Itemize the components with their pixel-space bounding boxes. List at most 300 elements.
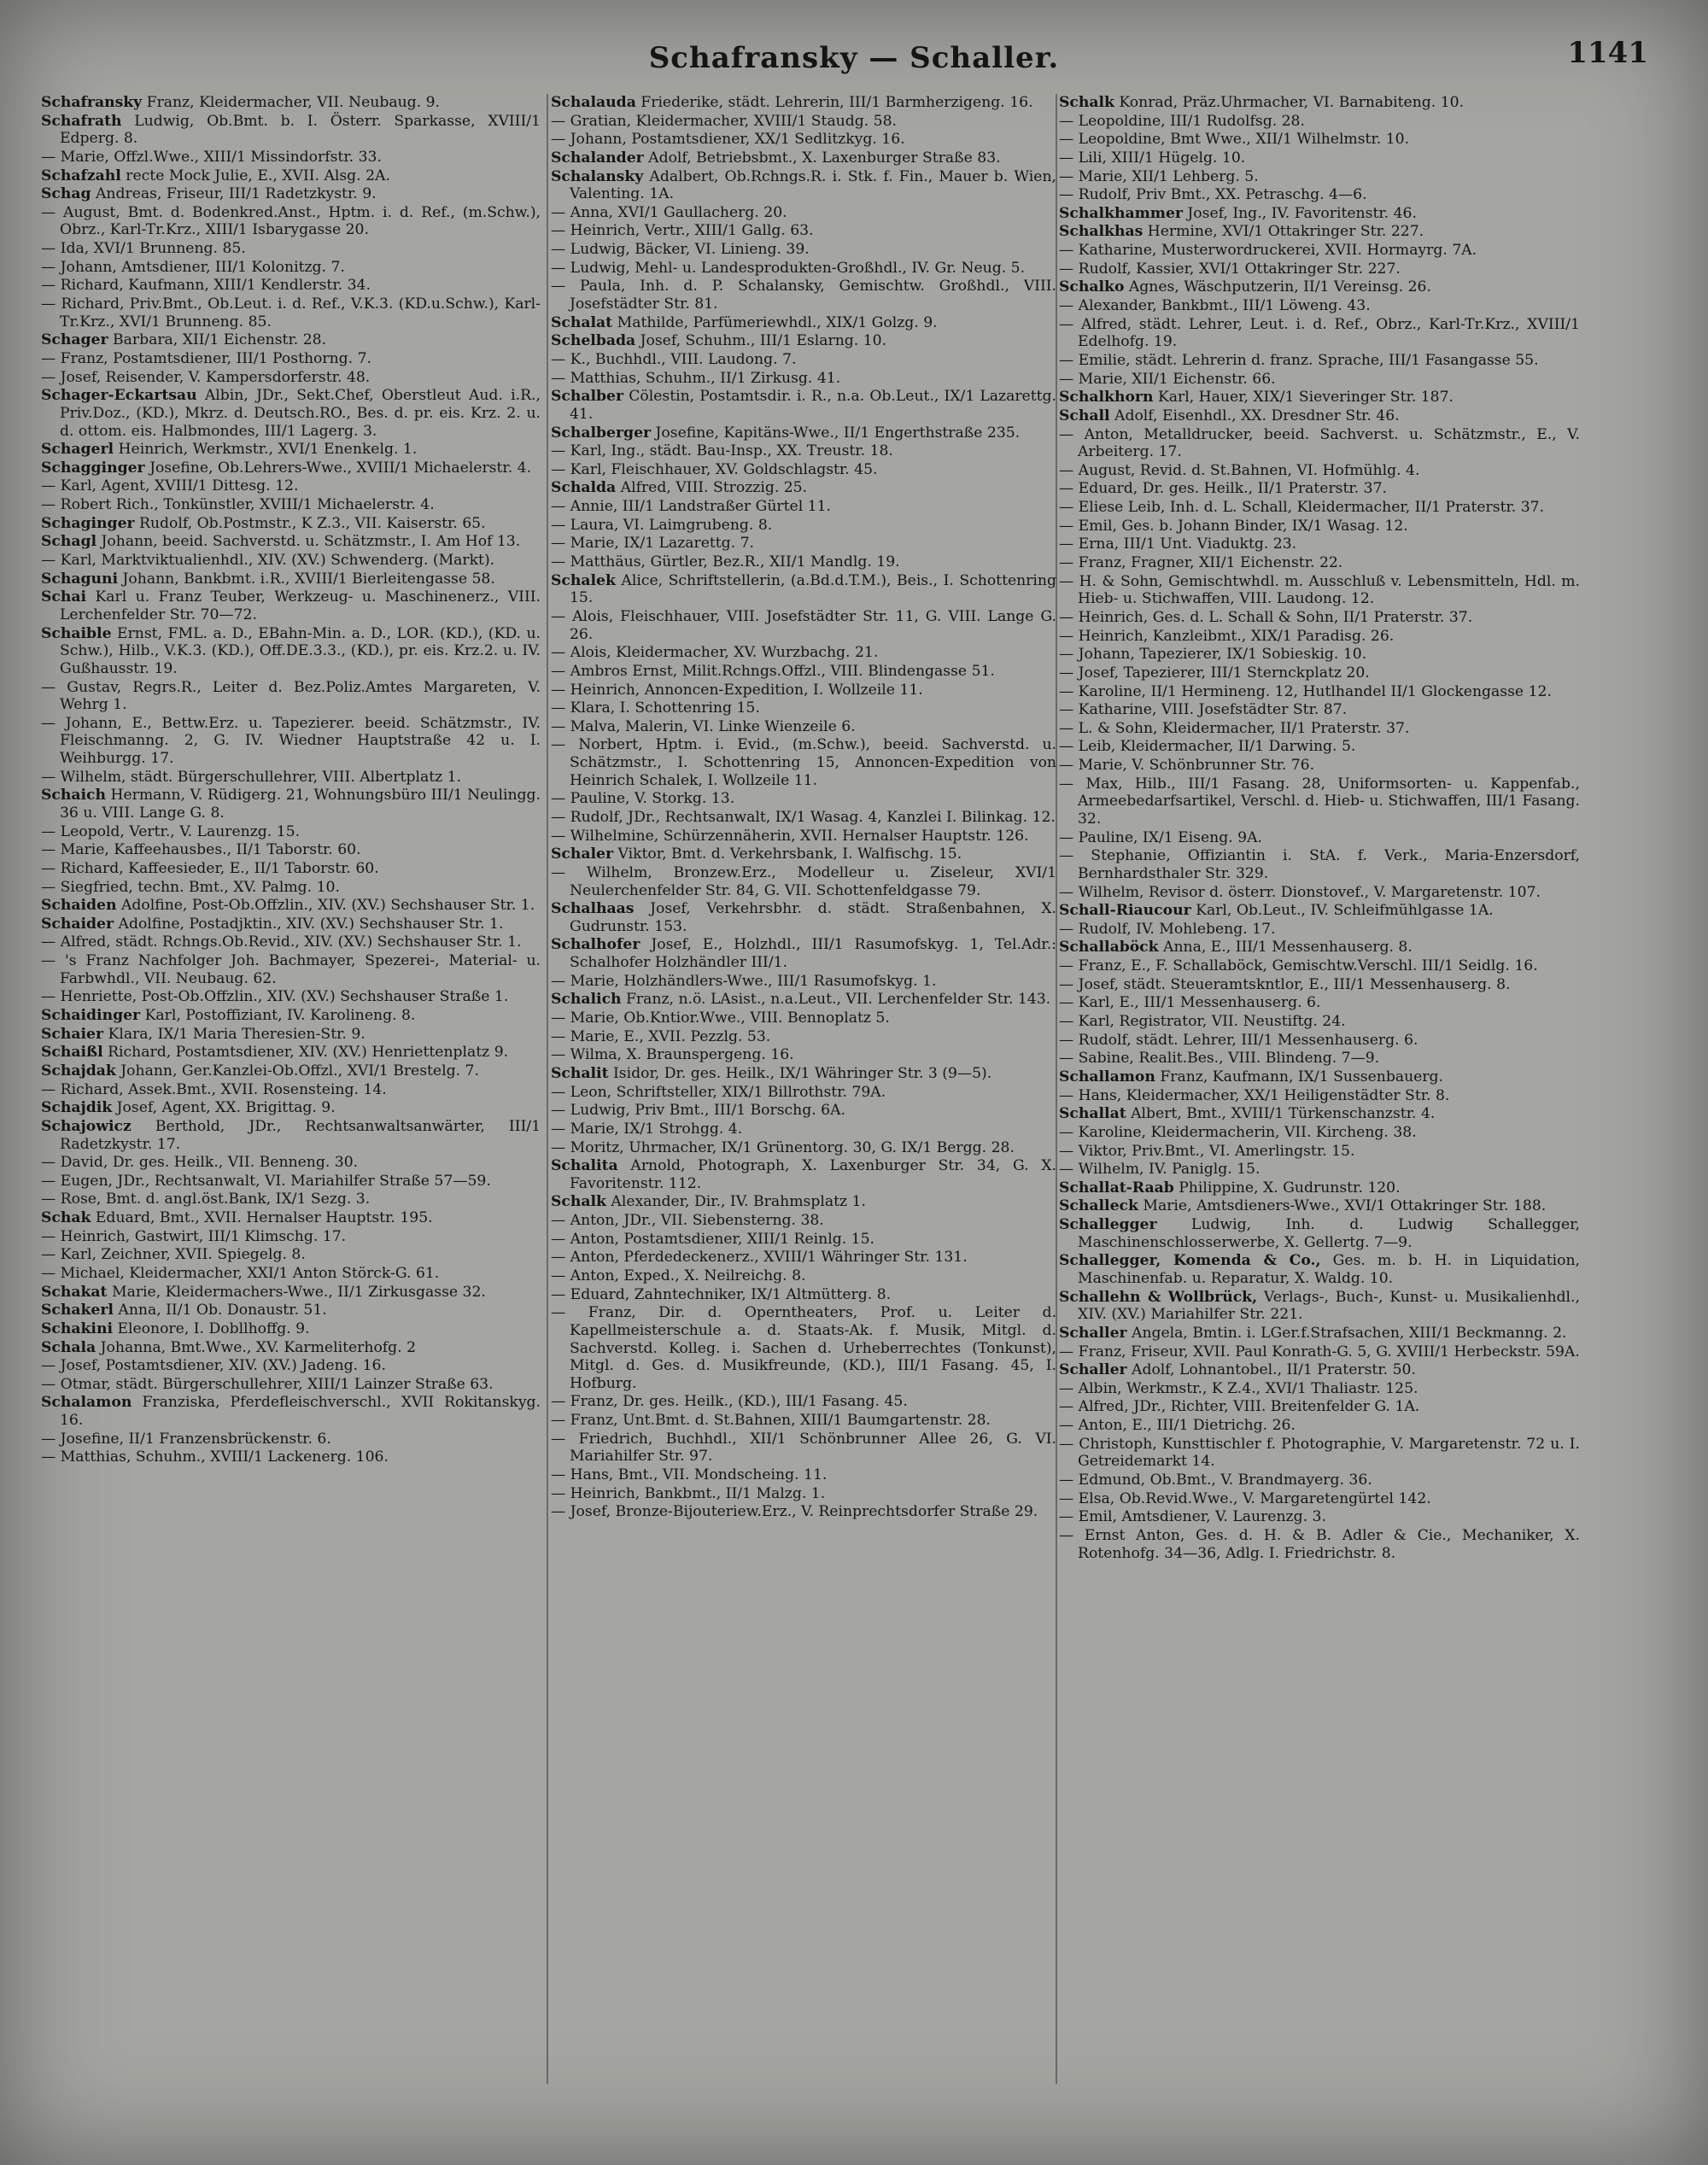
directory-entry <box>1059 518 1580 535</box>
entry-text: — Franz, Postamtsdiener, III/1 Posthorng. 7. <box>41 349 372 367</box>
directory-entry <box>551 1304 1056 1392</box>
page-header <box>51 36 1657 87</box>
directory-entry <box>1059 352 1580 370</box>
directory-entry <box>41 167 541 185</box>
entry-text: — Emilie, städt. Lehrerin d. franz. Sprache, III/1 Fasangasse 55. <box>1059 351 1539 369</box>
directory-entry <box>41 1007 541 1025</box>
entry-text: — Heinrich, Kanzleibmt., XIX/1 Paradisg. 26. <box>1059 627 1395 645</box>
entry-text: — Ernst Anton, Ges. d. H. & B. Adler & Cie., Mechaniker, X. Rotenhofg. 34—36, Adlg. I. Friedrichstr. 8. <box>1059 1526 1580 1562</box>
entry-text: Philippine, X. Gudrunstr. 120. <box>1179 1179 1401 1197</box>
entry-text: — Heinrich, Bankbmt., II/1 Malzg. 1. <box>551 1484 826 1502</box>
entry-text: Adolf, Lohnantobel., II/1 Praterstr. 50. <box>1132 1361 1416 1379</box>
entry-surname: Schallegger, Komenda & Co., <box>1059 1252 1321 1270</box>
directory-entry <box>1059 1361 1580 1379</box>
directory-entry <box>41 149 541 167</box>
directory-entry <box>551 1267 1056 1285</box>
entry-text: Adolfine, Postadjktin., XIV. (XV.) Sechshauser Str. 1. <box>118 915 504 933</box>
entry-text: — Ludwig, Mehl- u. Landesprodukten-Großhdl., IV. Gr. Neug. 5. <box>551 259 1026 277</box>
entry-text: — Anna, XVI/1 Gaullacherg. 20. <box>551 203 787 221</box>
directory-entry <box>551 222 1056 240</box>
entry-surname: Schaier <box>41 1025 104 1043</box>
directory-entry <box>1059 664 1580 682</box>
directory-entry <box>1059 462 1580 480</box>
entry-text: — Johann, E., Bettw.Erz. u. Tapezierer. beeid. Schätzmstr., IV. Fleischmanng. 2, G. IV. Wiedner Hauptstraße 42 u. I. Weihburgg. 17. <box>41 714 541 768</box>
entry-text: Adolf, Eisenhdl., XX. Dresdner Str. 46. <box>1114 407 1400 424</box>
directory-entry <box>1059 1197 1580 1215</box>
entry-surname: Schalkhas <box>1059 223 1144 241</box>
directory-entry <box>41 459 541 477</box>
entry-text: — Erna, III/1 Unt. Viaduktg. 23. <box>1059 535 1297 553</box>
entry-text: — Leon, Schriftsteller, XIX/1 Billrothstr. 79A. <box>551 1083 886 1101</box>
directory-entry <box>551 461 1056 479</box>
entry-text: — Edmund, Ob.Bmt., V. Brandmayerg. 36. <box>1059 1472 1372 1489</box>
directory-entry <box>41 515 541 533</box>
directory-entry <box>41 185 541 203</box>
entry-surname: Schak <box>41 1209 91 1227</box>
entry-text: Anna, II/1 Ob. Donaustr. 51. <box>118 1302 327 1319</box>
directory-entry <box>41 988 541 1006</box>
entry-surname: Schaguni <box>41 570 119 588</box>
entry-text: — Josefine, II/1 Franzensbrückenstr. 6. <box>41 1430 331 1448</box>
directory-entry <box>41 679 541 714</box>
directory-entry <box>551 1139 1056 1157</box>
entry-text: recte Mock Julie, E., XVII. Alsg. 2A. <box>126 167 390 184</box>
entry-surname: Schager-Eckartsau <box>41 387 197 405</box>
directory-entry <box>41 441 541 459</box>
directory-entry <box>41 259 541 277</box>
directory-entry <box>41 204 541 239</box>
directory-entry <box>41 496 541 514</box>
entry-text: — Richard, Priv.Bmt., Ob.Leut. i. d. Ref., V.K.3. (KD.u.Schw.), Karl-Tr.Krz., XVI/1 Brunneng. 85. <box>41 295 541 331</box>
directory-entry <box>551 1286 1056 1304</box>
entry-text: — Friedrich, Buchhdl., XII/1 Schönbrunner Allee 26, G. VI. Mariahilfer Str. 97. <box>551 1430 1056 1466</box>
entry-text: Josef, Agent, XX. Brigittag. 9. <box>116 1099 336 1117</box>
entry-text: — Johann, Amtsdiener, III/1 Kolonitzg. 7. <box>41 258 345 276</box>
entry-text: — Franz, Unt.Bmt. d. St.Bahnen, XIII/1 Baumgartenstr. 28. <box>551 1412 991 1430</box>
entry-surname: Schalander <box>551 149 644 167</box>
column-1 <box>41 94 541 2144</box>
directory-entry <box>41 933 541 951</box>
directory-entry <box>1059 260 1580 278</box>
directory-entry <box>1059 994 1580 1012</box>
entry-surname: Schag <box>41 185 91 203</box>
directory-entry <box>551 864 1056 899</box>
entry-text: — Pauline, IX/1 Eiseng. 9A. <box>1059 828 1262 846</box>
entry-text: — Karoline, Kleidermacherin, VII. Kircheng. 38. <box>1059 1123 1417 1141</box>
directory-entry <box>1059 1161 1580 1179</box>
entry-text: — Norbert, Hptm. i. Evid., (m.Schw.), beeid. Sachverstd. u. Schätzmstr., I. Schottenring 15, Annoncen-Expedition von Heinrich Schalek, I. Wollzeile 11. <box>551 736 1056 789</box>
entry-text: — Matthias, Schuhm., II/1 Zirkusg. 41. <box>551 369 841 387</box>
entry-text: — August, Bmt. d. Bodenkred.Anst., Hptm. i. d. Ref., (m.Schw.), Obrz., Karl-Tr.Krz., XIII/1 Isbarygasse 20. <box>41 203 541 239</box>
directory-entry <box>551 1485 1056 1503</box>
entry-surname: Schalamon <box>41 1394 132 1412</box>
directory-entry <box>551 94 1056 112</box>
directory-entry <box>1059 371 1580 389</box>
entry-text: Berthold, JDr., Rechtsanwaltsanwärter, III/1 Radetzkystr. 17. <box>60 1117 541 1153</box>
entry-surname: Schalk <box>1059 94 1114 111</box>
directory-entry <box>551 991 1056 1009</box>
directory-entry <box>551 1412 1056 1430</box>
entry-text: — Pauline, V. Storkg. 13. <box>551 790 735 808</box>
entry-text: Franz, Kleidermacher, VII. Neubaug. 9. <box>146 94 440 111</box>
directory-entry <box>41 916 541 933</box>
directory-entry <box>1059 1289 1580 1324</box>
entry-text: Cölestin, Postamtsdir. i. R., n.a. Ob.Leut., IX/1 Lazarettg. 41. <box>570 388 1056 423</box>
entry-surname: Schager <box>41 331 108 349</box>
entry-text: Rudolf, Ob.Postmstr., K Z.3., VII. Kaiserstr. 65. <box>139 514 486 532</box>
directory-entry <box>1059 609 1580 627</box>
entry-surname: Schafzahl <box>41 167 121 184</box>
directory-entry <box>41 1154 541 1172</box>
directory-entry <box>551 1212 1056 1230</box>
column-2 <box>551 94 1056 2144</box>
entry-surname: Schalansky <box>551 167 644 185</box>
directory-entry <box>1059 1380 1580 1398</box>
entry-text: — K., Buchhdl., VIII. Laudong. 7. <box>551 350 797 368</box>
entry-surname: Schakat <box>41 1283 108 1301</box>
directory-entry <box>1059 847 1580 882</box>
entry-text: — Richard, Kaufmann, XIII/1 Kendlerstr. 34. <box>41 277 371 295</box>
entry-text: — Ludwig, Priv Bmt., III/1 Borschg. 6A. <box>551 1102 845 1120</box>
entry-text: — Alfred, JDr., Richter, VIII. Breitenfelder G. 1A. <box>1059 1398 1420 1416</box>
entry-text: — Josef, Bronze-Bijouteriew.Erz., V. Reinprechtsdorfer Straße 29. <box>551 1503 1038 1521</box>
directory-entry <box>551 1084 1056 1102</box>
column-divider <box>547 94 548 2084</box>
directory-entry <box>551 517 1056 535</box>
entry-surname: Schakerl <box>41 1302 114 1319</box>
entry-text: Marie, Amtsdieners-Wwe., XVI/1 Ottakringer Str. 188. <box>1143 1197 1547 1215</box>
directory-entry <box>551 131 1056 149</box>
directory-entry <box>551 1121 1056 1138</box>
entry-text: Anna, E., III/1 Messenhauserg. 8. <box>1163 939 1413 957</box>
entry-text: — Katharine, Musterwordruckerei, XVII. Hormayrg. 7A. <box>1059 242 1477 260</box>
directory-entry <box>1059 957 1580 975</box>
entry-text: — Otmar, städt. Bürgerschullehrer, XIII/1 Lainzer Straße 63. <box>41 1375 494 1393</box>
directory-entry <box>41 860 541 878</box>
directory-entry <box>1059 426 1580 461</box>
directory-entry <box>41 477 541 495</box>
entry-text: — Sabine, Realit.Bes., VIII. Blindeng. 7—9. <box>1059 1050 1380 1068</box>
entry-text: — Viktor, Priv.Bmt., VI. Amerlingstr. 15. <box>1059 1142 1355 1160</box>
column-3 <box>1059 94 1580 2144</box>
directory-entry <box>41 1081 541 1099</box>
directory-entry <box>41 240 541 258</box>
entry-text: — Lili, XIII/1 Hügelg. 10. <box>1059 149 1246 167</box>
entry-surname: Schallamon <box>1059 1068 1155 1085</box>
entry-text: — Josef, Postamtsdiener, XIV. (XV.) Jadeng. 16. <box>41 1357 386 1375</box>
entry-text: — Leopoldine, Bmt Wwe., XII/1 Wilhelmstr. 10. <box>1059 131 1410 149</box>
directory-entry <box>1059 1436 1580 1471</box>
directory-entry <box>551 828 1056 846</box>
entry-text: — Richard, Kaffeesieder, E., II/1 Taborstr. 60. <box>41 859 379 877</box>
entry-surname: Schalkhammer <box>1059 204 1183 222</box>
entry-text: Agnes, Wäschputzerin, II/1 Vereinsg. 26. <box>1128 278 1431 296</box>
directory-entry <box>41 571 541 588</box>
directory-entry <box>1059 1216 1580 1251</box>
directory-entry <box>551 663 1056 681</box>
entry-surname: Schaler <box>551 846 614 863</box>
running-head: Schafransky — Schaller. <box>648 41 1060 75</box>
entry-text: — Rudolf, städt. Lehrer, III/1 Messenhauserg. 6. <box>1059 1031 1418 1049</box>
entry-text: — Katharine, VIII. Josefstädter Str. 87. <box>1059 701 1348 719</box>
directory-entry <box>41 1320 541 1338</box>
directory-entry <box>41 295 541 331</box>
directory-entry <box>1059 113 1580 131</box>
entry-text: — Franz, Friseur, XVII. Paul Konrath-G. 5, G. XVIII/1 Herbeckstr. 59A. <box>1059 1343 1580 1360</box>
entry-text: — Alexander, Bankbmt., III/1 Löweng. 43. <box>1059 297 1371 315</box>
entry-text: — Rudolf, Priv Bmt., XX. Petraschg. 4—6. <box>1059 186 1367 204</box>
directory-entry <box>41 552 541 570</box>
entry-text: — Karl, Agent, XVIII/1 Dittesg. 12. <box>41 477 299 495</box>
entry-surname: Schakini <box>41 1319 113 1337</box>
entry-text: Hermann, V. Rüdigerg. 21, Wohnungsbüro III/1 Neulingg. 36 u. VIII. Lange G. 8. <box>60 787 541 822</box>
directory-entry <box>1059 683 1580 701</box>
directory-entry <box>1059 884 1580 902</box>
entry-text: — Heinrich, Ges. d. L. Schall & Sohn, II/1 Praterstr. 37. <box>1059 608 1473 626</box>
entry-text: — Rudolf, Kassier, XVI/1 Ottakringer Str. 227. <box>1059 260 1401 278</box>
entry-surname: Schelbada <box>551 332 636 350</box>
directory-entry <box>41 787 541 822</box>
entry-text: — Eugen, JDr., Rechtsanwalt, VI. Mariahilfer Straße 57—59. <box>41 1172 491 1190</box>
entry-surname: Schaiden <box>41 897 117 915</box>
entry-text: — Anton, JDr., VII. Siebensterng. 38. <box>551 1212 824 1230</box>
directory-entry <box>1059 223 1580 241</box>
entry-surname: Schai <box>41 588 87 606</box>
entry-text: — Eduard, Zahntechniker, IX/1 Altmütterg. 8. <box>551 1285 892 1303</box>
entry-text: — Moritz, Uhrmacher, IX/1 Grünentorg. 30, G. IX/1 Bergg. 28. <box>551 1138 1015 1156</box>
entry-surname: Schajowicz <box>41 1117 132 1135</box>
entry-text: — Marie, V. Schönbrunner Str. 76. <box>1059 757 1315 775</box>
entry-text: — Josef, Reisender, V. Kampersdorferstr. 48. <box>41 368 371 386</box>
directory-entry <box>551 699 1056 717</box>
entry-surname: Schalber <box>551 388 624 406</box>
directory-entry <box>551 1249 1056 1267</box>
entry-surname: Schaißl <box>41 1044 103 1062</box>
directory-entry <box>551 1028 1056 1046</box>
entry-text: — Siegfried, techn. Bmt., XV. Palmg. 10. <box>41 878 340 896</box>
entry-text: Alexander, Dir., IV. Brahmsplatz 1. <box>611 1193 866 1211</box>
directory-entry <box>1059 480 1580 498</box>
directory-entry <box>551 1102 1056 1120</box>
directory-entry <box>1059 1527 1580 1562</box>
entry-text: Klara, IX/1 Maria Theresien-Str. 9. <box>108 1025 366 1043</box>
directory-entry <box>551 1231 1056 1249</box>
entry-text: — Franz, Dir. d. Operntheaters, Prof. u. Leiter d. Kapellmeisterschule a. d. Staats-Ak. f. Musik, Mitgl. d. Sachverstd. Kolleg. i. Sachen d. Urheberrechtes (Tonkunst), Mitgl. d. Ges. d. Musikfreunde, (KD.), III/1 Fasang. 45, I. Hofburg. <box>551 1304 1056 1392</box>
entry-surname: Schala <box>41 1338 97 1356</box>
directory-entry <box>41 1394 541 1429</box>
entry-text: — Laura, VI. Laimgrubeng. 8. <box>551 516 773 534</box>
entry-text: — Robert Rich., Tonkünstler, XVIII/1 Michaelerstr. 4. <box>41 496 435 514</box>
directory-entry <box>1059 316 1580 351</box>
entry-surname: Schalek <box>551 571 616 589</box>
entry-text: — Alois, Kleidermacher, XV. Wurzbachg. 21. <box>551 644 879 662</box>
directory-entry <box>551 1193 1056 1211</box>
directory-entry <box>551 718 1056 736</box>
entry-text: — Heinrich, Gastwirt, III/1 Klimschg. 17. <box>41 1227 347 1245</box>
entry-text: — Leib, Kleidermacher, II/1 Darwing. 5. <box>1059 738 1356 756</box>
entry-text: — Emil, Amtsdiener, V. Laurenzg. 3. <box>1059 1508 1326 1526</box>
entry-text: Franz, Kaufmann, IX/1 Sussenbauerg. <box>1160 1068 1444 1085</box>
entry-text: Eduard, Bmt., XVII. Hernalser Hauptstr. 195. <box>95 1209 433 1227</box>
directory-entry <box>41 1173 541 1191</box>
entry-surname: Schaginger <box>41 514 135 532</box>
directory-entry <box>551 608 1056 643</box>
entry-text: — Franz, E., F. Schallaböck, Gemischtw.Verschl. III/1 Seidlg. 16. <box>1059 957 1538 975</box>
entry-text: — Rudolf, JDr., Rechtsanwalt, IX/1 Wasag. 4, Kanzlei I. Bilinkag. 12. <box>551 808 1056 826</box>
directory-entry <box>41 1228 541 1246</box>
directory-entry <box>551 168 1056 203</box>
directory-entry <box>551 370 1056 388</box>
entry-surname: Schallat <box>1059 1105 1126 1123</box>
entry-surname: Schagerl <box>41 441 114 459</box>
entry-text: — Klara, I. Schottenring 15. <box>551 699 760 717</box>
directory-entry <box>1059 186 1580 204</box>
directory-entry <box>551 388 1056 423</box>
entry-text: — Wilhelm, IV. Paniglg. 15. <box>1059 1161 1261 1179</box>
directory-entry <box>41 1044 541 1062</box>
entry-text: — Heinrich, Annoncen-Expedition, I. Wollzeile 11. <box>551 681 923 699</box>
directory-entry <box>41 369 541 387</box>
directory-entry <box>551 1157 1056 1192</box>
directory-entry <box>551 553 1056 571</box>
entry-text: — Ludwig, Bäcker, VI. Linieng. 39. <box>551 241 810 259</box>
entry-text: — Hans, Bmt., VII. Mondscheing. 11. <box>551 1466 828 1484</box>
entry-surname: Schalkhorn <box>1059 389 1154 407</box>
directory-entry <box>551 736 1056 789</box>
entry-text: — Wilhelmine, Schürzennäherin, XVII. Hernalser Hauptstr. 126. <box>551 827 1029 845</box>
directory-entry <box>41 113 541 148</box>
directory-entry <box>1059 1398 1580 1416</box>
entry-text: — Marie, Kaffeehausbes., II/1 Taborstr. 60. <box>41 841 361 859</box>
entry-text: — Franz, Fragner, XII/1 Eichenstr. 22. <box>1059 554 1343 572</box>
directory-entry <box>551 204 1056 222</box>
entry-surname: Schalit <box>551 1064 609 1082</box>
entry-surname: Schaller <box>1059 1361 1127 1379</box>
entry-text: Josefine, Kapitäns-Wwe., II/1 Engerthstraße 235. <box>655 424 1021 442</box>
entry-text: Franziska, Pferdefleischverschl., XVII Rokitanskyg. 16. <box>60 1394 541 1430</box>
entry-surname: Schafransky <box>41 94 143 111</box>
directory-entry <box>1059 1472 1580 1489</box>
directory-entry <box>551 973 1056 991</box>
entry-text: — Anton, Postamtsdiener, XIII/1 Reinlg. 15. <box>551 1230 874 1248</box>
directory-entry <box>41 1357 541 1375</box>
directory-entry <box>551 278 1056 313</box>
directory-entry <box>1059 573 1580 608</box>
directory-entry <box>1059 1087 1580 1105</box>
entry-surname: Schajdak <box>41 1062 116 1080</box>
directory-entry <box>551 1065 1056 1083</box>
directory-entry <box>1059 921 1580 939</box>
directory-entry <box>1059 1105 1580 1123</box>
directory-entry <box>41 387 541 440</box>
directory-entry <box>1059 738 1580 756</box>
entry-text: — Heinrich, Vertr., XIII/1 Gallg. 63. <box>551 222 814 240</box>
directory-entry <box>1059 205 1580 223</box>
directory-entry <box>41 1118 541 1153</box>
entry-text: Josef, Ing., IV. Favoritenstr. 46. <box>1187 204 1417 222</box>
entry-text: — Anton, E., III/1 Dietrichg. 26. <box>1059 1417 1296 1435</box>
directory-entry <box>1059 701 1580 719</box>
entry-text: Adolf, Betriebsbmt., X. Laxenburger Straße 83. <box>648 149 1001 167</box>
directory-entry <box>551 936 1056 971</box>
entry-text: Alice, Schriftstellerin, (a.Bd.d.T.M.), Beis., I. Schottenring 15. <box>570 571 1056 607</box>
entry-surname: Schaller <box>1059 1324 1127 1342</box>
directory-entry <box>551 149 1056 167</box>
entry-surname: Schalich <box>551 991 622 1009</box>
entry-text: — Hans, Kleidermacher, XX/1 Heiligenstädter Str. 8. <box>1059 1086 1450 1104</box>
directory-entry <box>1059 720 1580 738</box>
entry-text: Ludwig, Ob.Bmt. b. I. Österr. Sparkasse, XVIII/1 Edperg. 8. <box>60 112 541 148</box>
entry-surname: Schall-Riaucour <box>1059 902 1191 920</box>
entry-text: Johann, Ger.Kanzlei-Ob.Offzl., XVI/1 Brestelg. 7. <box>120 1062 479 1080</box>
directory-entry <box>1059 829 1580 847</box>
entry-text: Konrad, Präz.Uhrmacher, VI. Barnabiteng. 10. <box>1119 94 1465 111</box>
directory-entry <box>41 1376 541 1394</box>
directory-entry <box>1059 775 1580 828</box>
entry-text: — Marie, E., XVII. Pezzlg. 53. <box>551 1027 771 1045</box>
directory-entry <box>41 1284 541 1302</box>
entry-text: Isidor, Dr. ges. Heilk., IX/1 Währinger Str. 3 (9—5). <box>612 1064 992 1082</box>
entry-text: — Alfred, städt. Rchngs.Ob.Revid., XIV. (XV.) Sechshauser Str. 1. <box>41 933 522 951</box>
directory-entry <box>551 1431 1056 1466</box>
entry-text: Karl, Ob.Leut., IV. Schleifmühlgasse 1A. <box>1196 902 1494 920</box>
directory-entry <box>551 113 1056 131</box>
directory-entry <box>1059 1508 1580 1526</box>
entry-text: — Franz, Dr. ges. Heilk., (KD.), III/1 Fasang. 45. <box>551 1393 908 1411</box>
entry-text: Johanna, Bmt.Wwe., XV. Karmeliterhofg. 2 <box>100 1338 417 1356</box>
entry-text: — Anton, Exped., X. Neilreichg. 8. <box>551 1267 806 1284</box>
entry-text: — Marie, IX/1 Strohgg. 4. <box>551 1120 743 1138</box>
directory-entry <box>551 535 1056 553</box>
entry-text: — Christoph, Kunsttischler f. Photographie, V. Margaretenstr. 72 u. I. Getreidemarkt 14. <box>1059 1435 1580 1471</box>
entry-text: — Albin, Werkmstr., K Z.4., XVI/1 Thaliastr. 125. <box>1059 1379 1418 1397</box>
entry-text: — H. & Sohn, Gemischtwhdl. m. Ausschluß v. Lebensmitteln, Hdl. m. Hieb- u. Stichwaffen, VIII. Laudong. 12. <box>1059 572 1580 608</box>
entry-text: — Karl, Marktviktualienhdl., XIV. (XV.) Schwenderg. (Markt). <box>41 552 495 570</box>
entry-text: — Malva, Malerin, VI. Linke Wienzeile 6. <box>551 717 856 735</box>
entry-text: — Marie, Ob.Kntior.Wwe., VIII. Bennoplatz 5. <box>551 1009 890 1027</box>
entry-text: Ernst, FML. a. D., EBahn-Min. a. D., LOR. (KD.), (KD. u. Schw.), Hilb., V.K.3. (KD.), Off.DE.3.3., (KD.), pr. eis. Krz.2. u. IV. Gußhausstr. 19. <box>60 624 541 677</box>
directory-entry <box>41 94 541 112</box>
directory-entry <box>1059 1490 1580 1508</box>
directory-entry <box>1059 1124 1580 1142</box>
entry-surname: Schallegger <box>1059 1216 1157 1234</box>
entry-text: — Anton, Pferdedeckenerz., XVIII/1 Währinger Str. 131. <box>551 1249 968 1267</box>
entry-text: Alfred, VIII. Strozzig. 25. <box>620 479 808 497</box>
entry-surname: Schaider <box>41 915 114 933</box>
directory-entry <box>551 442 1056 460</box>
directory-entry <box>41 841 541 859</box>
directory-entry <box>41 1209 541 1227</box>
directory-entry <box>1059 1032 1580 1050</box>
entry-text: Viktor, Bmt. d. Verkehrsbank, I. Walfischg. 15. <box>617 846 962 863</box>
directory-entry <box>41 879 541 897</box>
directory-entry <box>1059 242 1580 260</box>
directory-entry <box>551 846 1056 863</box>
entry-text: — Henriette, Post-Ob.Offzlin., XIV. (XV.) Sechshauser Straße 1. <box>41 988 509 1006</box>
entry-surname: Schafrath <box>41 112 122 130</box>
entry-text: Andreas, Friseur, III/1 Radetzkystr. 9. <box>96 185 377 203</box>
entry-text: Karl u. Franz Teuber, Werkzeug- u. Maschinenerz., VIII. Lerchenfelder Str. 70—72. <box>60 588 541 623</box>
entry-text: — Ida, XVI/1 Brunneng. 85. <box>41 240 246 258</box>
entry-surname: Schallat-Raab <box>1059 1179 1174 1197</box>
directory-entry <box>551 1503 1056 1521</box>
entry-text: — Emil, Ges. b. Johann Binder, IX/1 Wasag. 12. <box>1059 517 1408 535</box>
entry-text: Hermine, XVI/1 Ottakringer Str. 227. <box>1147 223 1424 241</box>
entry-text: — L. & Sohn, Kleidermacher, II/1 Praterstr. 37. <box>1059 719 1410 737</box>
entry-text: Eleonore, I. Dobllhoffg. 9. <box>117 1319 310 1337</box>
entry-text: — Johann, Postamtsdiener, XX/1 Sedlitzkyg. 16. <box>551 131 905 149</box>
entry-text: — Wilhelm, städt. Bürgerschullehrer, VIII. Albertplatz 1. <box>41 768 462 786</box>
